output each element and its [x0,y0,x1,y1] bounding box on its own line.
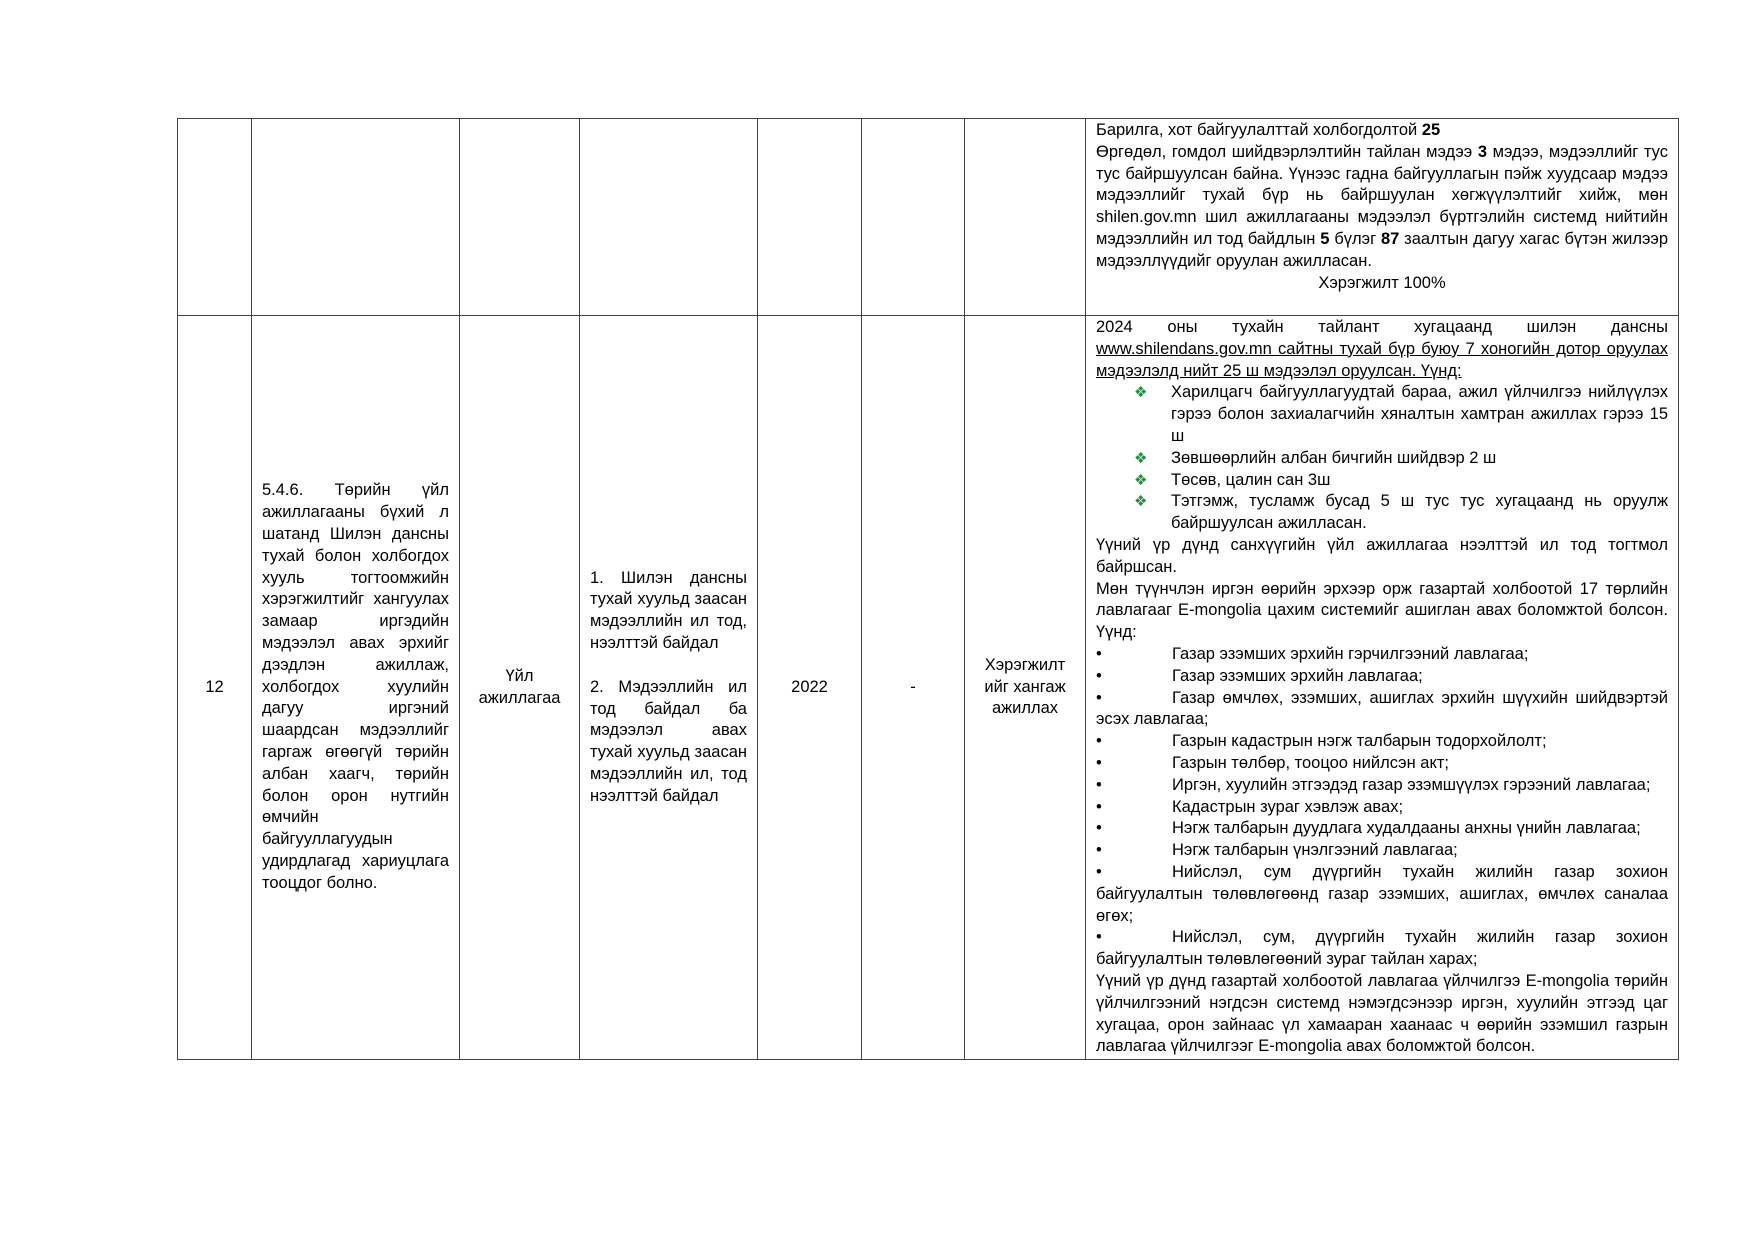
bullet-icon: • [1096,797,1102,816]
status-line: Хэрэгжилт 100% [1318,273,1446,292]
report-paragraph: Өргөдөл, гомдол шийдвэрлэлтийн тайлан мэдээ 3 мэдээ, мэдээллийг тус тус байршуулсан байна. Үүнээс гадна байгууллагын пэйж хуудсаар мэдээ мэдээллийг тухай бүр нь байршуулан хөгжүүлэлтийг хийж, мөн shilen.gov.mn шил ажиллагааны мэдээлэл бүртгэлийн системд нийтийн мэдээллийн ил тод байдлын 5 бүлэг 87 заалтын дагуу хагас бүтэн жилээр мэдээллүүдийг оруулан ажилласан. [1096,142,1669,270]
bullet-list-item: • Кадастрын зураг хэвлэж авах; [1096,797,1668,819]
bullet-icon: • [1096,928,1102,947]
diamond-bullet-icon: ❖ [1134,471,1148,489]
activity-type: Үйл ажиллагаа [460,316,580,1060]
cell-empty [965,119,1086,316]
diamond-list-item: ❖ Харилцагч байгууллагуудтай бараа, ажил үйлчилгээ нийлүүлэх гэрээ болон захиалагчийн хяналтын хамтран ажиллах гэрээ 15 ш [1134,383,1668,445]
diamond-bullet-icon: ❖ [1134,384,1148,402]
report-intro: 2024 оны тухайн тайлант хугацаанд шилэн дансны www.shilendans.gov.mn сайтны тухай бүр буюу 7 хоногийн дотор оруулах мэдээлэлд нийт 25 ш мэдээлэл оруулсан. Үүнд: [1096,318,1668,380]
bullet-list-item: • Иргэн, хуулийн этгээдэд газар эзэмшүүлэх гэрээний лавлагаа; [1096,775,1668,797]
cell-empty [460,119,580,316]
row-number: 12 [178,316,252,1060]
diamond-list [1096,382,1668,535]
bullet-icon: • [1096,753,1102,772]
cell-empty [178,119,252,316]
indicator-1: 1. Шилэн дансны тухай хуульд заасан мэдээллийн ил тод, нээлттэй байдал [590,568,747,652]
bullet-list-item: • Газрын кадастрын нэгж талбарын тодорхойлолт; [1096,731,1668,753]
report-table [177,118,1679,1060]
year: 2022 [758,316,862,1060]
bullet-icon: • [1096,841,1102,860]
table-row-previous [178,119,1679,316]
cell-empty [580,119,758,316]
table-row-12 [178,316,1679,1060]
indicator-cell [580,316,758,1060]
bullet-icon: • [1096,644,1102,663]
bullet-list-item: • Газар эзэмших эрхийн гэрчилгээний лавлагаа; [1096,644,1668,666]
cell-empty [252,119,460,316]
cell-empty [862,119,965,316]
report-land-paragraph: Мөн түүнчлэн иргэн өөрийн эрхээр орж газартай холбоотой 17 төрлийн лавлагааг E-mongolia цахим системийг ашиглан авах боломжтой болсон. Үүнд: [1096,579,1668,642]
bullet-icon: • [1096,819,1102,838]
diamond-bullet-icon: ❖ [1134,493,1148,511]
cell-report [1086,316,1679,1060]
diamond-list-item: ❖ Төсөв, цалин сан 3ш [1096,470,1668,492]
bullet-list-item: • Нэгж талбарын дуудлага худалдааны анхны үнийн лавлагаа; [1096,818,1668,840]
report-result-2: Үүний үр дүнд газартай холбоотой лавлагаа үйлчилгээ E-mongolia төрийн үйлчилгээний нэгдсэн системд нэмэгдсэнээр иргэн, хуулийн этгээд цаг хугацаа, орон зайнаас үл хамааран хаанаас ч өөрийн эзэмшил газрын лавлагаа үйлчилгээг E-mongolia авах боломжтой болсон. [1096,971,1668,1056]
bullet-icon: • [1096,688,1102,707]
bullet-icon: • [1096,732,1102,751]
cell-empty [758,119,862,316]
implementation-status: Хэрэгжилт ийг хангаж ажиллах [965,316,1086,1060]
bullet-list-item: • Газар эзэмших эрхийн лавлагаа; [1096,666,1668,688]
baseline-dash: - [862,316,965,1060]
diamond-list-item: ❖ Зөвшөөрлийн албан бичгийн шийдвэр 2 ш [1096,448,1668,470]
bullet-icon: • [1096,666,1102,685]
bullet-list-item: • Нэгж талбарын үнэлгээний лавлагаа; [1096,840,1668,862]
bullet-list-item: • Газрын төлбөр, тооцоо нийлсэн акт; [1096,753,1668,775]
bullet-list-item: • Нийслэл, сум дүүргийн тухайн жилийн газар зохион байгуулалтын төлөвлөгөөнд газар эзэмших, ашиглах, өмчлөх саналаа өгөх; [1096,862,1668,925]
bullet-list-item: • Нийслэл, сум, дүүргийн тухайн жилийн газар зохион байгуулалтын төлөвлөгөөний зураг тайлан харах; [1096,928,1668,969]
cell-report-previous [1086,119,1679,316]
report-result-1: Үүний үр дүнд санхүүгийн үйл ажиллагаа нээлттэй ил тод тогтмол байршсан. [1096,535,1668,576]
measure-text: 5.4.6. Төрийн үйл ажиллагааны бүхий л шатанд Шилэн дансны тухай болон холбогдох хууль тогтоомжийн хэрэгжилтийг хангуулах замаар иргэдийн мэдээлэл авах эрхийг дээдлэн ажиллаж, холбогдох хуулийн дагуу иргэний шаардсан мэдээллийг гаргаж өгөөгүй төрийн албан хаагч, төрийн болон орон нутгийн өмчийн байгууллагуудын удирдлагад хариуцлага тооцдог болно. [252,316,460,1060]
report-line: Барилга, хот байгуулалттай холбогдолтой 25 [1096,121,1441,139]
indicator-2: 2. Мэдээллийн ил тод байдал ба мэдээлэл авах тухай хуульд заасан мэдээллийн ил, тод нээлттэй байдал [590,677,747,805]
bullet-icon: • [1096,775,1102,794]
bullet-icon: • [1096,862,1102,881]
bullet-list [1096,644,1668,971]
diamond-list-item: ❖ Тэтгэмж, тусламж бусад 5 ш тус тус хугацаанд нь оруулж байршуулсан ажилласан. [1134,492,1668,533]
bullet-list-item: • Газар өмчлөх, эзэмших, ашиглах эрхийн шүүхийн шийдвэртэй эсэх лавлагаа; [1096,688,1668,729]
diamond-bullet-icon: ❖ [1134,449,1148,467]
